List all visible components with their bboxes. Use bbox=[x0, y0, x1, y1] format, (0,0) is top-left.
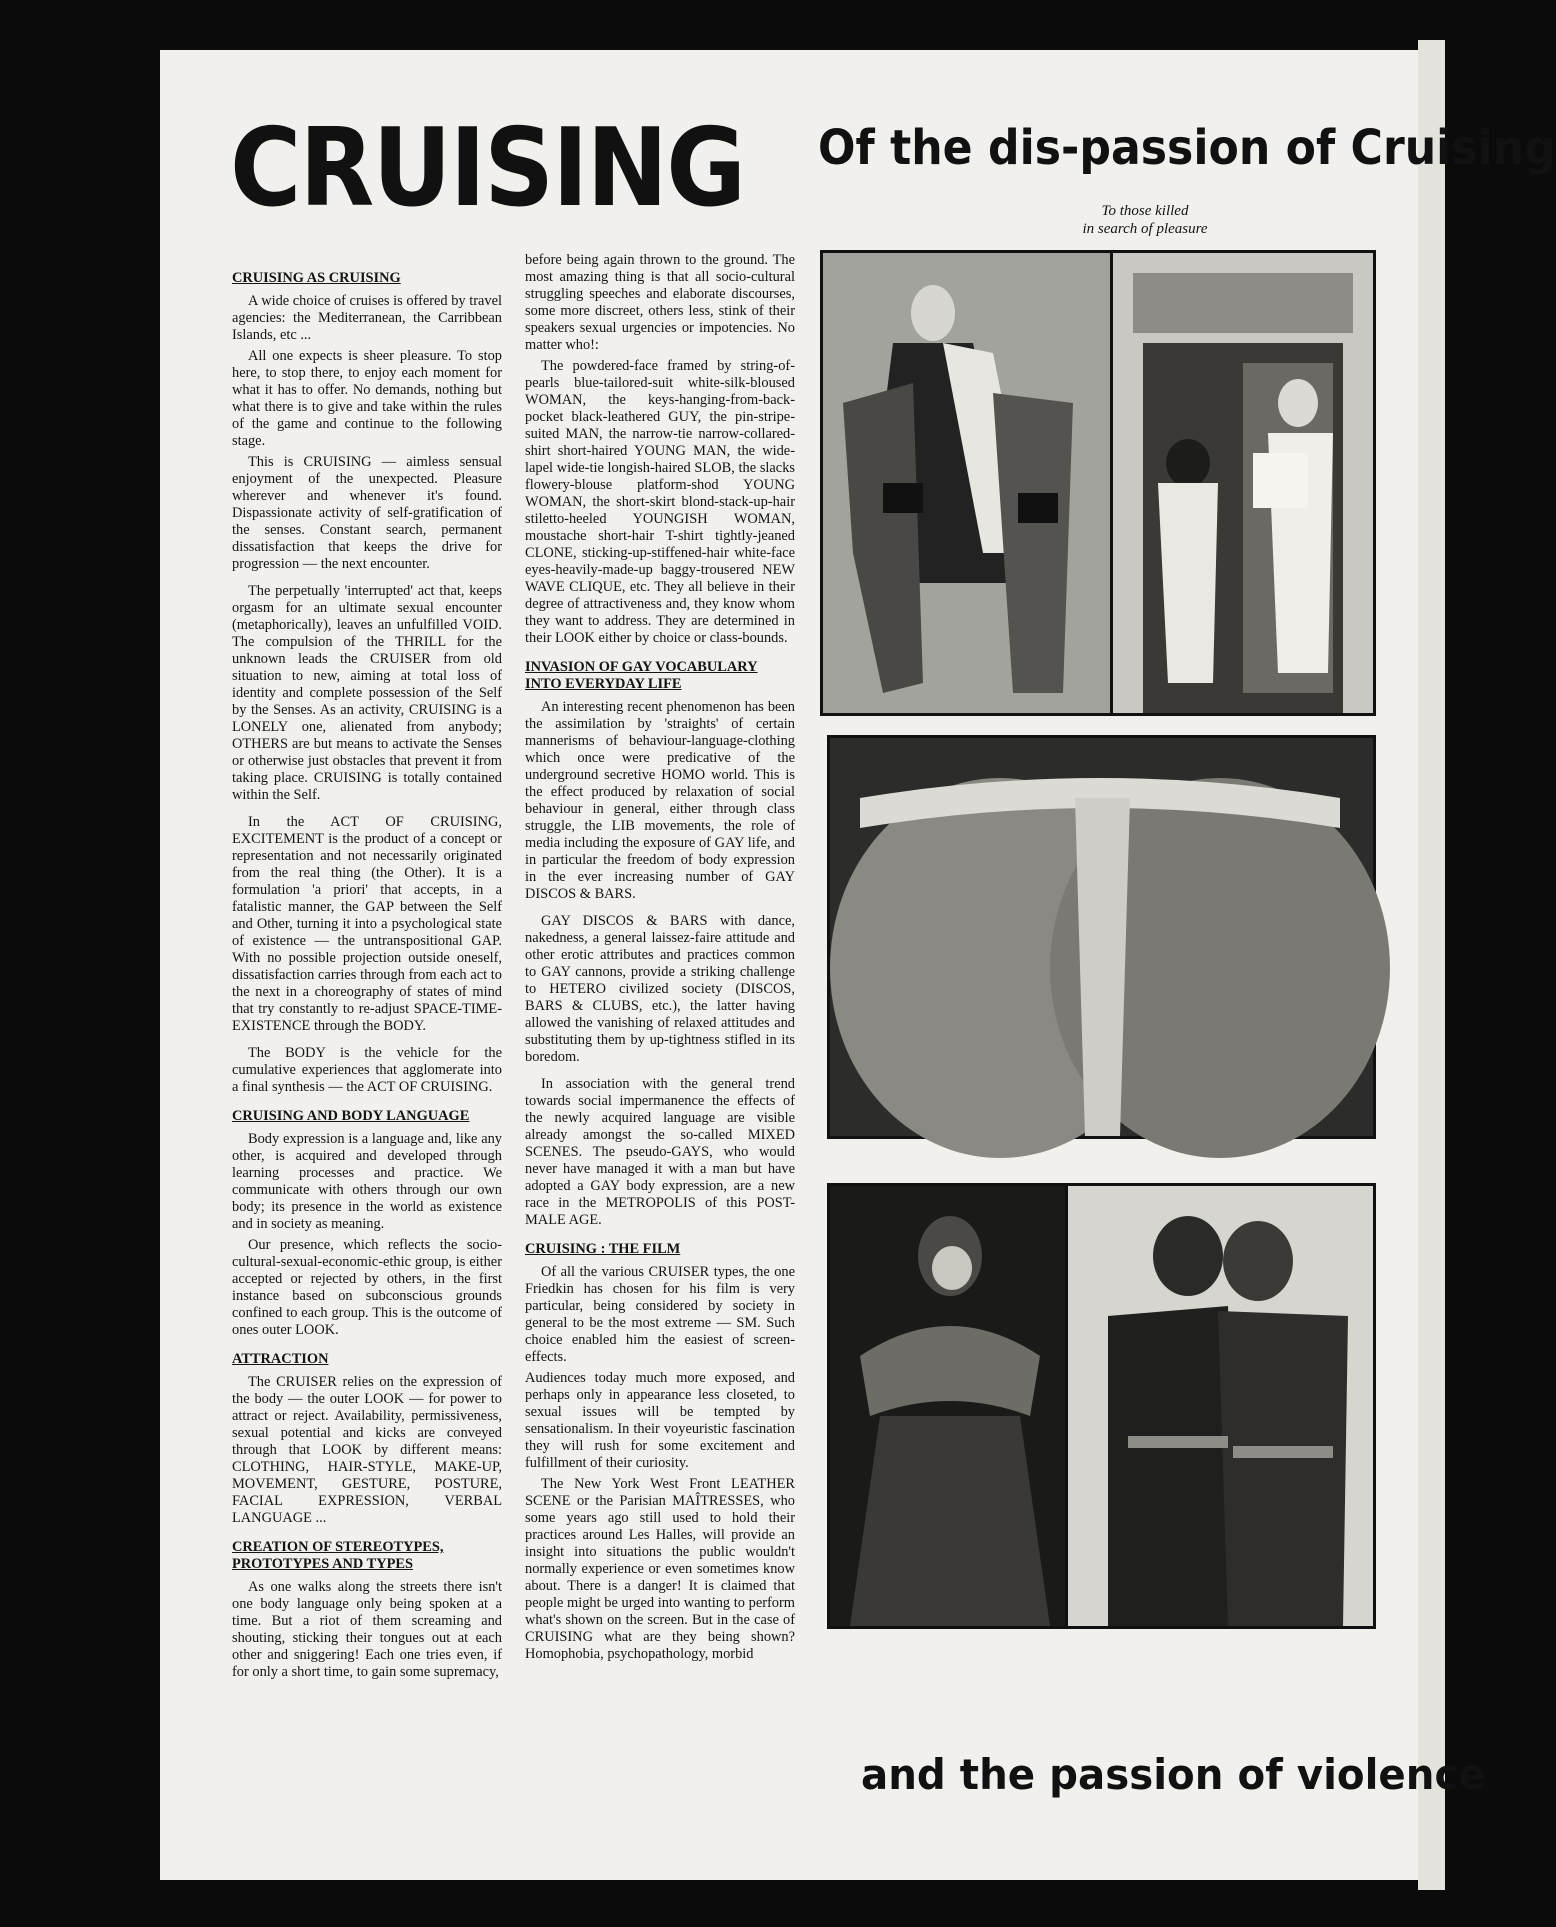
section-heading: CREATION OF STEREOTYPES, PROTOTYPES AND TYPES bbox=[232, 1539, 444, 1572]
paragraph: An interesting recent phenomenon has been the assimilation by 'straights' of certain mannerisms of behaviour-language-clothing which once were predicative of the underground secretive HOMO world. This is the effect produced by relaxation of social behaviour in general, either through class struggle, the LIB movements, the role of media including the exposure of GAY life, and in particular the freedom of body expression in the ever increasing number of GAY DISCOS & BARS. bbox=[525, 699, 795, 902]
section-heading: INVASION OF GAY VOCABULARY INTO EVERYDAY LIFE bbox=[525, 659, 758, 692]
section-heading: CRUISING : THE FILM bbox=[525, 1241, 681, 1257]
next-page-edge bbox=[1418, 40, 1445, 1890]
dedication-line: in search of pleasure bbox=[1082, 221, 1208, 237]
paragraph: A wide choice of cruises is offered by travel agencies: the Mediterranean, the Carribbean Islands, etc ... bbox=[232, 293, 502, 343]
paragraph: Body expression is a language and, like any other, is acquired and developed through learning processes and practice. We communicate with others through our own body; its presence in the world as existence and in society as meaning. bbox=[232, 1131, 502, 1232]
paragraph: This is CRUISING — aimless sensual enjoyment of the unexpected. Pleasure wherever and whenever it's found. Dispassionate activity of self-gratification of the senses. Constant search, permanent dissatisfaction that keeps the drive for progression — the next encounter. bbox=[232, 454, 502, 572]
masthead-title: CRUISING bbox=[230, 106, 745, 231]
paragraph: Our presence, which reflects the socio-cultural-sexual-economic-ethic group, is either accepted or rejected by others, in the first instance based on subconscious grounds confined to each group. This is the outcome of ones outer LOOK. bbox=[232, 1237, 502, 1338]
paragraph: The perpetually 'interrupted' act that, keeps orgasm for an ultimate sexual encounter (metaphorically), leaves an unfulfilled VOID. The compulsion of the THRILL for the unknown leads the CRUISER from old situation to new, aiming at total loss of identity and complete possession of the Self by the Senses. As an activity, CRUISING is a LONELY one, alienated from anybody; OTHERS are but means to activate the Senses or otherwise just obstacles that prevent it from taking place. CRUISING is totally contained within the Self. bbox=[232, 583, 502, 803]
photo-leather-figure bbox=[827, 1183, 1071, 1629]
photo-models-posing bbox=[820, 250, 1116, 716]
paragraph: Audiences today much more exposed, and perhaps only in appearance less closeted, to sexual issues will be tempted by sensationalism. In their voyeuristic fascination they will rush for some excitement and fulfillment of their curiosity. bbox=[525, 1370, 795, 1471]
paragraph: As one walks along the streets there isn't one body language only being spoken at a time. But a riot of them screaming and shouting, sticking their tongues out at each other and sniggering! Each one tries even, if for only a short time, to gain some supremacy, bbox=[232, 1579, 502, 1680]
paragraph: The CRUISER relies on the expression of the body — the outer LOOK — for power to attract or reject. Availability, permissiveness, sexual potential and kicks are conveyed through that LOOK by different means: CLOTHING, HAIR-STYLE, MAKE-UP, MOVEMENT, GESTURE, POSTURE, FACIAL EXPRESSION, VERBAL LANGUAGE ... bbox=[232, 1374, 502, 1526]
paragraph: The BODY is the vehicle for the cumulative experiences that agglomerate into a final synthesis — the ACT OF CRUISING. bbox=[232, 1045, 502, 1095]
section-heading: ATTRACTION bbox=[232, 1351, 329, 1367]
article-column-left bbox=[232, 270, 502, 1685]
paragraph: In the ACT OF CRUISING, EXCITEMENT is the product of a concept or representation and not necessarily originated from the real thing (the Other). It is a formulation 'a priori' that accepts, in a fatalistic manner, the GAP between the Self and Other, turning it into a psychological state of existence — the untranspositional GAP. With no possible projection outside oneself, dissatisfaction carries through from each act to the next in a choreography of states of mind that try constantly to re-adjust SPACE-TIME-EXISTENCE through the BODY. bbox=[232, 814, 502, 1034]
dedication bbox=[1015, 202, 1275, 238]
paragraph: The New York West Front LEATHER SCENE or the Parisian MAÎTRESSES, who some years ago still used to hold their practices around Les Halles, will provide an insight into situations the public wouldn't normally experience or even sometimes know about. There is a danger! It is claimed that people might be urged into wanting to perform what's shown on the screen. But in the case of CRUISING what are they being shown? Homophobia, psychopathology, morbid bbox=[525, 1476, 795, 1662]
paragraph: All one expects is sheer pleasure. To stop here, to stop there, to enjoy each moment for what it has to offer. No demands, nothing but what there is to give and take within the rules of the game and continue to the following stage. bbox=[232, 348, 502, 449]
paragraph: Of all the various CRUISER types, the one Friedkin has chosen for his film is very particular, being considered by society in general to be the most extreme — SM. Such choice enabled him the easiest of screen-effects. bbox=[525, 1264, 795, 1365]
closing-title: and the passion of violence bbox=[861, 1750, 1486, 1799]
article-column-right bbox=[525, 252, 795, 1667]
paragraph: GAY DISCOS & BARS with dance, nakedness, a general laissez-faire attitude and other erotic attributes and practices common to GAY cannons, provide a striking challenge to HETERO civilized society (DISCOS, BARS & CLUBS, etc.), the latter having allowed the vanishing of relaxed attitudes and substituting them by up-tightness stifled in its boredom. bbox=[525, 913, 795, 1065]
section-heading: CRUISING AS CRUISING bbox=[232, 270, 401, 286]
paragraph: before being again thrown to the ground. The most amazing thing is that all socio-cultural struggling speeches and elaborate discourses, some more discreet, others less, stink of their speakers sexual urgencies or impotencies. No matter who!: bbox=[525, 252, 795, 353]
paragraph: The powdered-face framed by string-of-pearls blue-tailored-suit white-silk-bloused WOMAN, the keys-hanging-from-back-pocket black-leathered GUY, the pin-stripe-suited MAN, the narrow-tie narrow-collared-shirt short-haired YOUNG MAN, the wide-lapel wide-tie longish-haired SLOB, the slacks flowery-blouse platform-shod YOUNG WOMAN, the short-skirt blond-stack-up-hair stiletto-heeled YOUNGISH WOMAN, moustache short-hair T-shirt tightly-jeaned CLONE, sticking-up-stiffened-hair white-face eyes-heavily-made-up baggy-trousered NEW WAVE CLIQUE, etc. They all believe in their degree of attractiveness and, they know whom they want to address. They are determined in their LOOK either by choice or class-bounds. bbox=[525, 358, 795, 646]
subhead-title: Of the dis-passion of Cruising bbox=[818, 120, 1556, 176]
paragraph: In association with the general trend towards social impermanence the effects of the newly acquired language are visible already amongst the so-called MIXED SCENES. The pseudo-GAYS, who would never have managed it with a man but have adopted a GAY body expression, are a new race in the METROPOLIS of this POST-MALE AGE. bbox=[525, 1076, 795, 1228]
section-heading: CRUISING AND BODY LANGUAGE bbox=[232, 1108, 470, 1124]
magazine-page bbox=[160, 50, 1556, 1880]
dedication-line: To those killed bbox=[1101, 203, 1189, 219]
illustration-leather-men bbox=[1065, 1183, 1376, 1629]
photo-closeup-torso bbox=[827, 735, 1376, 1139]
photo-doorway-couple bbox=[1110, 250, 1376, 716]
